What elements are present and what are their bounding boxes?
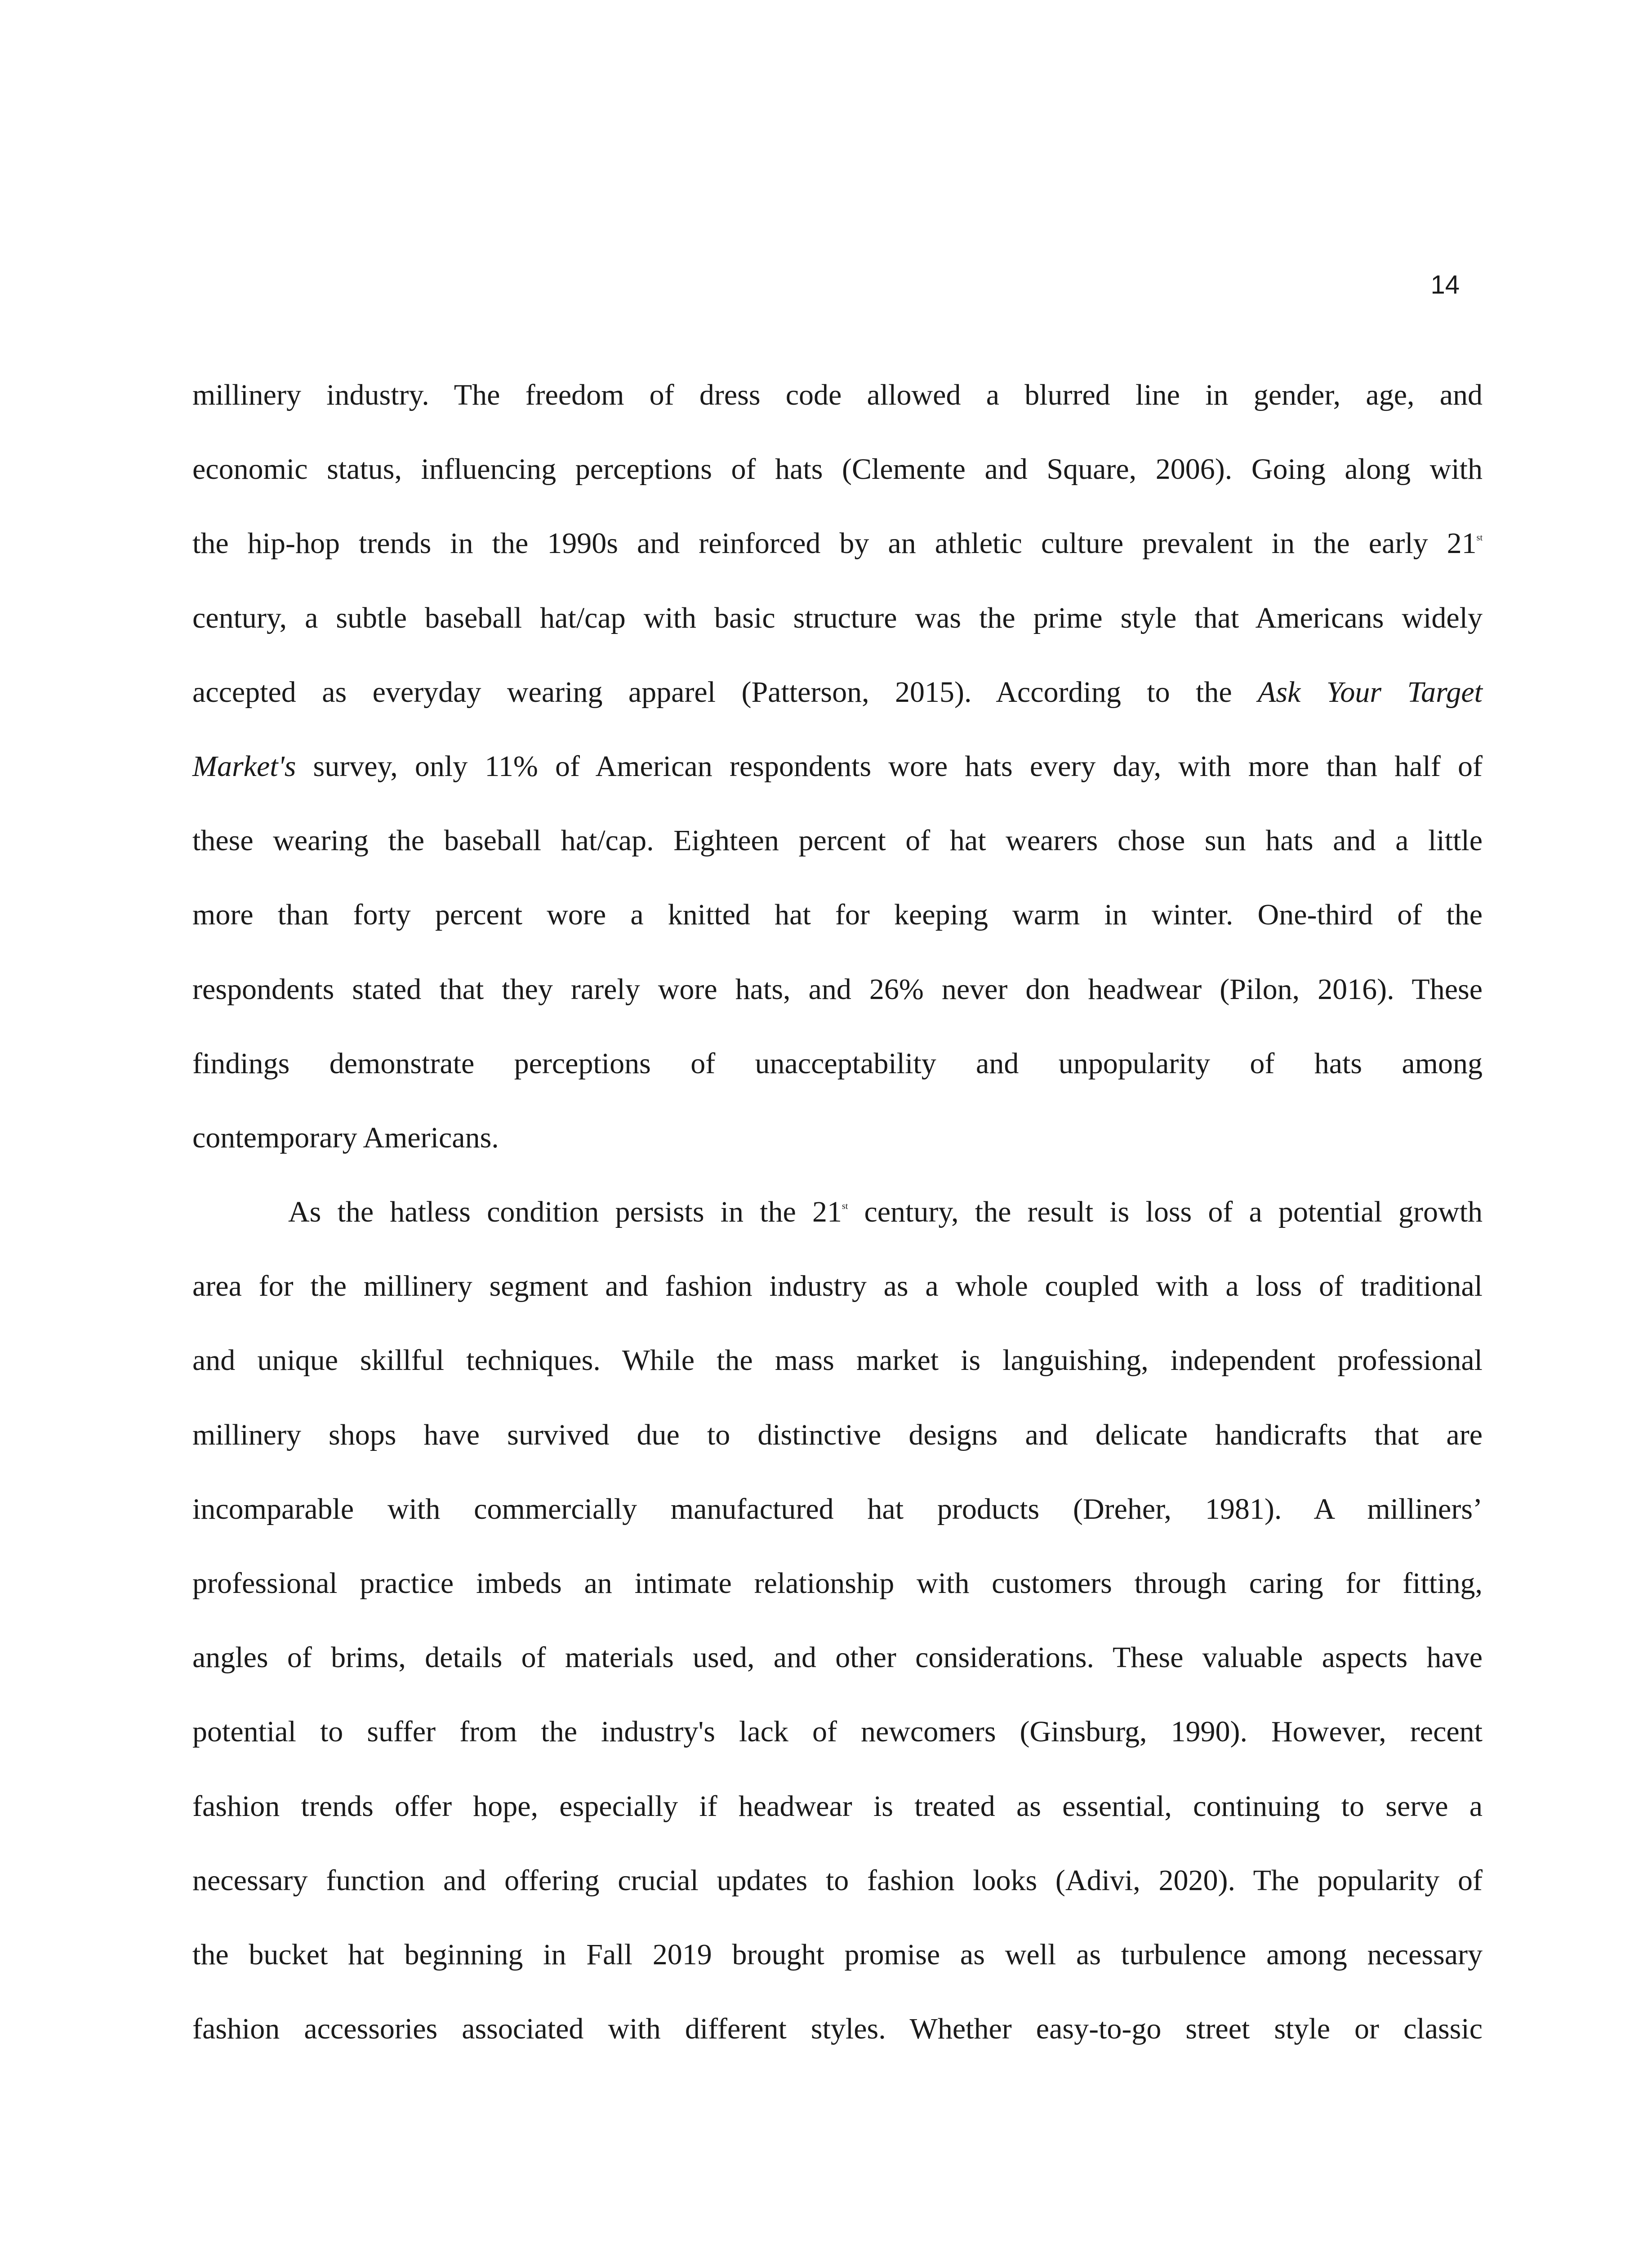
text-line: millinery shops have survived due to distinctive designs and delicate handicrafts that are [192, 1418, 1483, 1451]
text-line: potential to suffer from the industry's lack of newcomers (Ginsburg, 1990). However, recent [192, 1715, 1483, 1748]
text-line [192, 729, 1483, 803]
text-line: incomparable with commercially manufactured hat products (Dreher, 1981). A milliners’ [192, 1492, 1483, 1525]
text-line: fashion accessories associated with different styles. Whether easy-to-go street style or classic [192, 2012, 1483, 2046]
text-run: accepted as everyday wearing apparel (Patterson, 2015). According to the [192, 675, 1258, 709]
text-line: fashion trends offer hope, especially if headwear is treated as essential, continuing to serve a [192, 1789, 1483, 1823]
superscript: st [842, 1201, 848, 1212]
text-line: angles of brims, details of materials used, and other considerations. These valuable aspects have [192, 1641, 1483, 1674]
text-line: necessary function and offering crucial updates to fashion looks (Adivi, 2020). The popularity of [192, 1864, 1483, 1897]
italic-title: Market's [192, 749, 296, 783]
superscript: st [1476, 533, 1483, 543]
text-run: century, the result is loss of a potential growth [848, 1195, 1483, 1229]
text-line: and unique skillful techniques. While the mass market is languishing, independent professional [192, 1344, 1483, 1377]
text-run: survey, only 11% of American respondents wore hats every day, with more than half of [296, 749, 1483, 783]
text-line: contemporary Americans. [192, 1121, 499, 1154]
text-line: findings demonstrate perceptions of unacceptability and unpopularity of hats among [192, 1047, 1483, 1080]
text-line: economic status, influencing perceptions of hats (Clemente and Square, 2006). Going along with [192, 453, 1483, 486]
body-text [192, 358, 1483, 2066]
text-line [192, 655, 1483, 729]
text-line [192, 506, 1483, 580]
italic-title: Ask Your Target [1258, 675, 1483, 709]
text-line: century, a subtle baseball hat/cap with basic structure was the prime style that Americans widely [192, 601, 1483, 634]
text-line: area for the millinery segment and fashion industry as a whole coupled with a loss of traditional [192, 1270, 1483, 1303]
text-line: millinery industry. The freedom of dress code allowed a blurred line in gender, age, and [192, 379, 1483, 411]
page-number: 14 [1430, 270, 1460, 299]
text-line: respondents stated that they rarely wore hats, and 26% never don headwear (Pilon, 2016). These [192, 972, 1483, 1006]
text-line: more than forty percent wore a knitted hat for keeping warm in winter. One-third of the [192, 898, 1483, 932]
text-line: the bucket hat beginning in Fall 2019 brought promise as well as turbulence among necessary [192, 1938, 1483, 1971]
text-line: these wearing the baseball hat/cap. Eighteen percent of hat wearers chose sun hats and a little [192, 824, 1483, 857]
text-run: As the hatless condition persists in the 21 [288, 1195, 842, 1229]
text-run: the hip-hop trends in the 1990s and reinforced by an athletic culture prevalent in the early 21 [192, 527, 1477, 560]
text-line [192, 1175, 1483, 1249]
text-line: professional practice imbeds an intimate relationship with customers through caring for fitting, [192, 1567, 1483, 1600]
